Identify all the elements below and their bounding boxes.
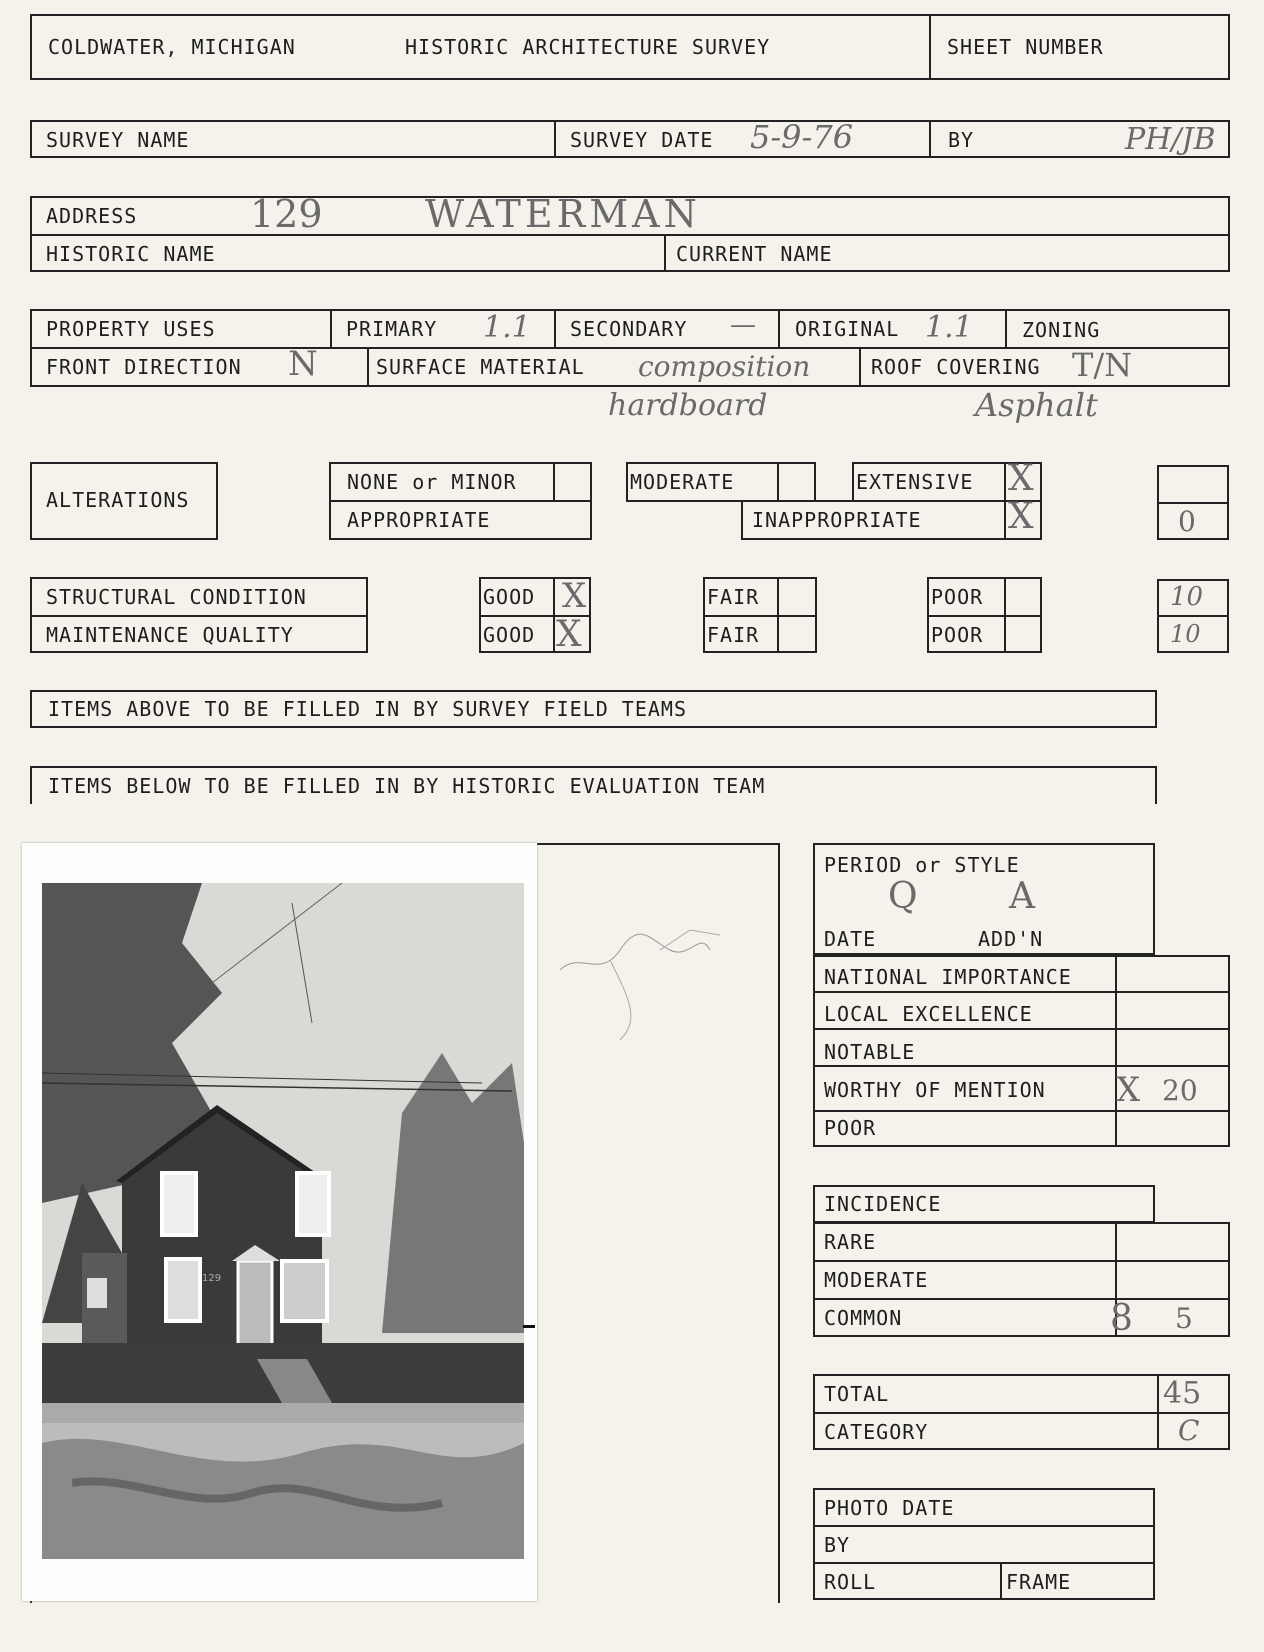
original-value: 1.1 bbox=[925, 310, 973, 345]
period-style-value: Q A bbox=[888, 876, 1075, 917]
structural-condition-label: STRUCTURAL CONDITION bbox=[46, 585, 307, 609]
total-label: TOTAL bbox=[824, 1382, 890, 1406]
worthy-label: WORTHY OF MENTION bbox=[824, 1078, 1046, 1102]
roof-covering-label: ROOF COVERING bbox=[871, 355, 1041, 379]
photo-date-label: PHOTO DATE bbox=[824, 1496, 955, 1520]
moderate-incidence-label: MODERATE bbox=[824, 1268, 929, 1292]
maintenance-good-mark: X bbox=[556, 614, 582, 655]
surface-material-value: composition bbox=[638, 350, 811, 383]
period-style-label: PERIOD or STYLE bbox=[824, 853, 1020, 877]
poor-label-1: POOR bbox=[931, 585, 984, 609]
roll-label: ROLL bbox=[824, 1570, 877, 1594]
date-label: DATE bbox=[824, 927, 877, 951]
alterations-label: ALTERATIONS bbox=[46, 488, 190, 512]
original-label: ORIGINAL bbox=[795, 317, 900, 341]
form-title: HISTORIC ARCHITECTURE SURVEY bbox=[405, 35, 771, 59]
national-importance-label: NATIONAL IMPORTANCE bbox=[824, 965, 1072, 989]
none-minor-label: NONE or MINOR bbox=[347, 470, 517, 494]
note-above: ITEMS ABOVE TO BE FILLED IN BY SURVEY FIELD TEAMS bbox=[48, 697, 688, 721]
front-direction-label: FRONT DIRECTION bbox=[46, 355, 242, 379]
by-value: PH/JB bbox=[1125, 122, 1216, 157]
frame-label: FRAME bbox=[1006, 1570, 1072, 1594]
moderate-label: MODERATE bbox=[630, 470, 735, 494]
category-value: C bbox=[1178, 1414, 1200, 1447]
notable-label: NOTABLE bbox=[824, 1040, 916, 1064]
maintenance-quality-label: MAINTENANCE QUALITY bbox=[46, 623, 294, 647]
rare-label: RARE bbox=[824, 1230, 877, 1254]
note-below: ITEMS BELOW TO BE FILLED IN BY HISTORIC EVALUATION TEAM bbox=[48, 774, 766, 798]
primary-value: 1.1 bbox=[483, 310, 531, 345]
property-uses-label: PROPERTY USES bbox=[46, 317, 216, 341]
primary-label: PRIMARY bbox=[346, 317, 438, 341]
zoning-label: ZONING bbox=[1022, 318, 1101, 342]
worthy-mark: X bbox=[1116, 1070, 1141, 1110]
historic-name-label: HISTORIC NAME bbox=[46, 242, 216, 266]
worthy-score: 20 bbox=[1162, 1074, 1198, 1107]
good-label-1: GOOD bbox=[483, 585, 536, 609]
address-street: WATERMAN bbox=[425, 192, 701, 236]
house-number-plate: 129 bbox=[202, 1273, 222, 1284]
front-direction-value: N bbox=[288, 344, 318, 384]
category-label: CATEGORY bbox=[824, 1420, 929, 1444]
roof-covering-value: T/N bbox=[1072, 346, 1133, 384]
alterations-score: 0 bbox=[1178, 505, 1196, 538]
surface-material-label: SURFACE MATERIAL bbox=[376, 355, 585, 379]
maintenance-score: 10 bbox=[1170, 620, 1201, 648]
common-label: COMMON bbox=[824, 1306, 903, 1330]
survey-name-label: SURVEY NAME bbox=[46, 128, 190, 152]
survey-date-value: 5-9-76 bbox=[750, 118, 854, 156]
poor-eval-label: POOR bbox=[824, 1116, 877, 1140]
house-illustration bbox=[42, 883, 524, 1559]
appropriate-label: APPROPRIATE bbox=[347, 508, 491, 532]
city-label: COLDWATER, MICHIGAN bbox=[48, 35, 296, 59]
local-excellence-label: LOCAL EXCELLENCE bbox=[824, 1002, 1033, 1026]
pencil-scribble bbox=[550, 890, 730, 1060]
house-photo bbox=[22, 843, 537, 1601]
incidence-label: INCIDENCE bbox=[824, 1192, 942, 1216]
addn-label: ADD'N bbox=[978, 927, 1044, 951]
extensive-label: EXTENSIVE bbox=[856, 470, 974, 494]
total-value: 45 bbox=[1163, 1376, 1202, 1411]
fair-label-2: FAIR bbox=[707, 623, 760, 647]
surface-material-note: hardboard bbox=[608, 388, 768, 423]
sheet-number-label: SHEET NUMBER bbox=[947, 35, 1104, 59]
roof-covering-note: Asphalt bbox=[975, 386, 1098, 424]
secondary-value: — bbox=[730, 310, 756, 340]
structural-good-mark: X bbox=[562, 576, 587, 616]
fair-label-1: FAIR bbox=[707, 585, 760, 609]
structural-score: 10 bbox=[1170, 582, 1204, 612]
inappropriate-label: INAPPROPRIATE bbox=[752, 508, 922, 532]
by-label: BY bbox=[948, 128, 975, 152]
good-label-2: GOOD bbox=[483, 623, 536, 647]
address-label: ADDRESS bbox=[46, 204, 138, 228]
common-mark: 8 bbox=[1110, 1298, 1133, 1339]
inappropriate-mark: X bbox=[1008, 496, 1034, 537]
survey-date-label: SURVEY DATE bbox=[570, 128, 714, 152]
secondary-label: SECONDARY bbox=[570, 317, 688, 341]
extensive-mark: X bbox=[1008, 458, 1034, 499]
poor-label-2: POOR bbox=[931, 623, 984, 647]
photo-by-label: BY bbox=[824, 1533, 851, 1557]
address-number: 129 bbox=[250, 192, 323, 236]
current-name-label: CURRENT NAME bbox=[676, 242, 833, 266]
common-score: 5 bbox=[1175, 1302, 1193, 1335]
